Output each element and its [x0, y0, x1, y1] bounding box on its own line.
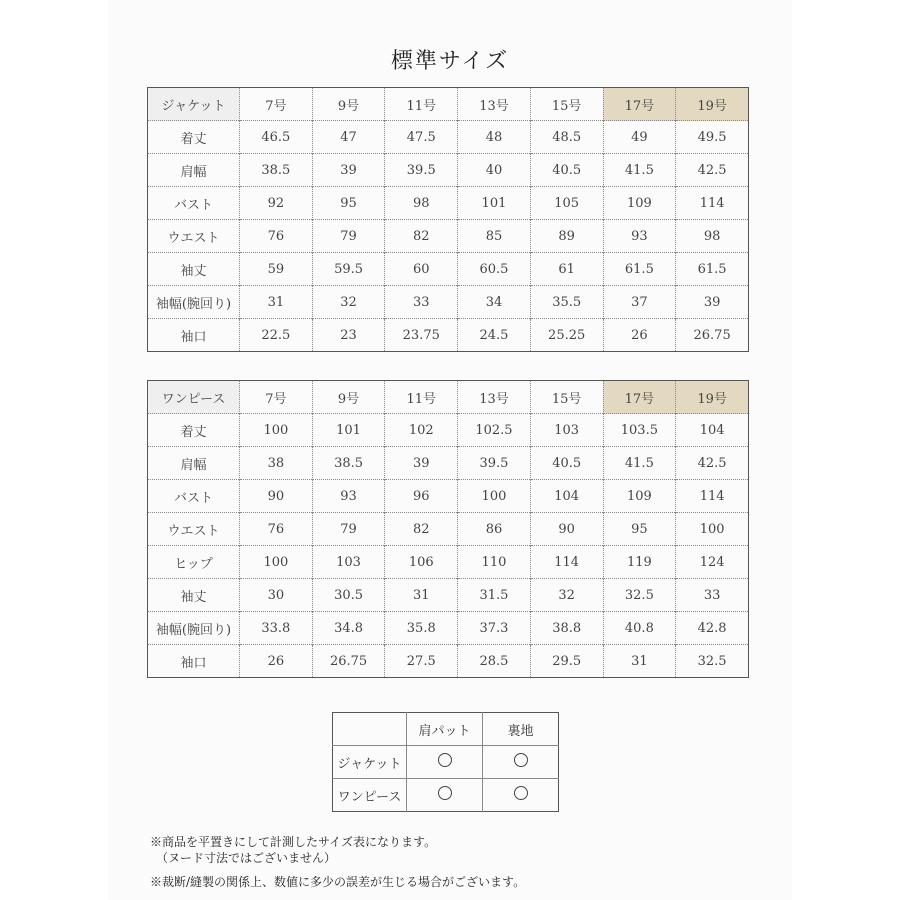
- table-cell: 124: [676, 546, 749, 579]
- option-header: 肩パット: [407, 713, 483, 746]
- table-cell: 26: [240, 645, 313, 678]
- options-table: [332, 712, 559, 812]
- table-cell: 39.5: [458, 447, 531, 480]
- row-label: ワンピース: [333, 779, 407, 812]
- table-cell: 41.5: [603, 447, 676, 480]
- size-header: 9号: [312, 88, 385, 121]
- table-cell: 32: [312, 286, 385, 319]
- table-cell: 31: [603, 645, 676, 678]
- size-header: 19号: [676, 88, 749, 121]
- table-row: [333, 779, 559, 812]
- table-cell: 90: [240, 480, 313, 513]
- table-row: [148, 447, 749, 480]
- table-cell: 28.5: [458, 645, 531, 678]
- table-label: ワンピース: [148, 381, 240, 414]
- table-row: [148, 612, 749, 645]
- table-cell: 31: [385, 579, 458, 612]
- row-label: バスト: [148, 480, 240, 513]
- table-cell: 103: [312, 546, 385, 579]
- table-cell: 100: [458, 480, 531, 513]
- table-cell: 37: [603, 286, 676, 319]
- table-cell: 104: [530, 480, 603, 513]
- row-label: 着丈: [148, 121, 240, 154]
- corner-cell: [333, 713, 407, 746]
- circle-icon: [514, 753, 528, 767]
- table-cell: 37.3: [458, 612, 531, 645]
- row-label: 袖丈: [148, 253, 240, 286]
- table-cell: 49: [603, 121, 676, 154]
- row-label: 袖口: [148, 645, 240, 678]
- table-cell: 61: [530, 253, 603, 286]
- table-cell: 103.5: [603, 414, 676, 447]
- table-cell: 61.5: [676, 253, 749, 286]
- table-cell: 42.5: [676, 154, 749, 187]
- table-cell: 26.75: [312, 645, 385, 678]
- table-cell: 34.8: [312, 612, 385, 645]
- header-row: [148, 88, 749, 121]
- table-cell: 23: [312, 319, 385, 352]
- row-label: バスト: [148, 187, 240, 220]
- table-cell: 89: [530, 220, 603, 253]
- row-label: 袖口: [148, 319, 240, 352]
- size-header: 7号: [240, 88, 313, 121]
- row-label: ウエスト: [148, 513, 240, 546]
- table-cell: 34: [458, 286, 531, 319]
- table-row: [148, 154, 749, 187]
- table-cell: 39.5: [385, 154, 458, 187]
- table-cell: 98: [676, 220, 749, 253]
- table-cell: 39: [676, 286, 749, 319]
- table-cell: 40.8: [603, 612, 676, 645]
- table-cell: 101: [458, 187, 531, 220]
- table-row: [148, 121, 749, 154]
- table-cell: 33.8: [240, 612, 313, 645]
- circle-icon: [438, 786, 452, 800]
- table-cell: 32: [530, 579, 603, 612]
- table-cell: 104: [676, 414, 749, 447]
- option-mark-cell: [407, 746, 483, 779]
- table-row: [333, 746, 559, 779]
- size-header: 15号: [530, 381, 603, 414]
- row-label: 袖丈: [148, 579, 240, 612]
- table-cell: 119: [603, 546, 676, 579]
- row-label: 着丈: [148, 414, 240, 447]
- table-cell: 38.5: [240, 154, 313, 187]
- table-cell: 60: [385, 253, 458, 286]
- row-label: ジャケット: [333, 746, 407, 779]
- table-cell: 102: [385, 414, 458, 447]
- table-cell: 90: [530, 513, 603, 546]
- table-cell: 93: [312, 480, 385, 513]
- table-cell: 102.5: [458, 414, 531, 447]
- table-cell: 114: [676, 187, 749, 220]
- table-cell: 109: [603, 187, 676, 220]
- table-cell: 40.5: [530, 447, 603, 480]
- row-label: ウエスト: [148, 220, 240, 253]
- option-header: 裏地: [483, 713, 559, 746]
- note-line: ※裁断/縫製の関係上、数値に多少の誤差が生じる場合がございます。: [150, 875, 526, 889]
- table-cell: 59: [240, 253, 313, 286]
- size-header: 13号: [458, 381, 531, 414]
- table-cell: 82: [385, 220, 458, 253]
- jacket-size-table: [147, 87, 749, 352]
- size-header: 7号: [240, 381, 313, 414]
- header-row: [333, 713, 559, 746]
- table-cell: 59.5: [312, 253, 385, 286]
- table-cell: 40.5: [530, 154, 603, 187]
- table-cell: 22.5: [240, 319, 313, 352]
- size-header: 13号: [458, 88, 531, 121]
- table-cell: 38.5: [312, 447, 385, 480]
- table-cell: 76: [240, 513, 313, 546]
- table-cell: 92: [240, 187, 313, 220]
- table-row: [148, 286, 749, 319]
- row-label: 袖幅(腕回り): [148, 286, 240, 319]
- table-cell: 85: [458, 220, 531, 253]
- table-cell: 98: [385, 187, 458, 220]
- size-header: 19号: [676, 381, 749, 414]
- header-row: [148, 381, 749, 414]
- table-cell: 100: [240, 546, 313, 579]
- table-cell: 95: [603, 513, 676, 546]
- table-cell: 61.5: [603, 253, 676, 286]
- table-cell: 109: [603, 480, 676, 513]
- table-cell: 93: [603, 220, 676, 253]
- circle-icon: [514, 786, 528, 800]
- note-line: ※商品を平置きにして計測したサイズ表になります。: [150, 835, 437, 849]
- table-cell: 100: [240, 414, 313, 447]
- table-cell: 35.5: [530, 286, 603, 319]
- table-cell: 40: [458, 154, 531, 187]
- table-cell: 42.5: [676, 447, 749, 480]
- table-cell: 76: [240, 220, 313, 253]
- circle-icon: [438, 753, 452, 767]
- table-row: [148, 253, 749, 286]
- size-header: 11号: [385, 381, 458, 414]
- table-cell: 26.75: [676, 319, 749, 352]
- table-cell: 35.8: [385, 612, 458, 645]
- table-row: [148, 546, 749, 579]
- table-row: [148, 187, 749, 220]
- table-cell: 60.5: [458, 253, 531, 286]
- table-row: [148, 480, 749, 513]
- table-cell: 46.5: [240, 121, 313, 154]
- table-cell: 26: [603, 319, 676, 352]
- table-cell: 32.5: [676, 645, 749, 678]
- table-row: [148, 579, 749, 612]
- table-cell: 38.8: [530, 612, 603, 645]
- table-cell: 103: [530, 414, 603, 447]
- table-cell: 33: [385, 286, 458, 319]
- table-cell: 100: [676, 513, 749, 546]
- table-cell: 30: [240, 579, 313, 612]
- table-cell: 48.5: [530, 121, 603, 154]
- table-row: [148, 319, 749, 352]
- row-label: 袖幅(腕回り): [148, 612, 240, 645]
- table-cell: 41.5: [603, 154, 676, 187]
- table-cell: 101: [312, 414, 385, 447]
- table-row: [148, 645, 749, 678]
- table-label: ジャケット: [148, 88, 240, 121]
- table-row: [148, 513, 749, 546]
- table-cell: 24.5: [458, 319, 531, 352]
- table-cell: 33: [676, 579, 749, 612]
- table-cell: 106: [385, 546, 458, 579]
- table-cell: 42.8: [676, 612, 749, 645]
- row-label: 肩幅: [148, 154, 240, 187]
- option-mark-cell: [483, 779, 559, 812]
- table-cell: 39: [385, 447, 458, 480]
- size-header: 15号: [530, 88, 603, 121]
- table-cell: 79: [312, 220, 385, 253]
- table-cell: 96: [385, 480, 458, 513]
- table-cell: 39: [312, 154, 385, 187]
- table-cell: 114: [676, 480, 749, 513]
- size-header: 17号: [603, 381, 676, 414]
- notes: [150, 834, 525, 890]
- table-cell: 30.5: [312, 579, 385, 612]
- table-cell: 27.5: [385, 645, 458, 678]
- table-cell: 29.5: [530, 645, 603, 678]
- table-cell: 79: [312, 513, 385, 546]
- table-cell: 23.75: [385, 319, 458, 352]
- table-cell: 82: [385, 513, 458, 546]
- table-cell: 48: [458, 121, 531, 154]
- table-cell: 38: [240, 447, 313, 480]
- table-cell: 105: [530, 187, 603, 220]
- note-line: （ヌード寸法ではございません）: [156, 851, 337, 865]
- row-label: 肩幅: [148, 447, 240, 480]
- onepiece-size-table: [147, 380, 749, 678]
- table-cell: 47.5: [385, 121, 458, 154]
- table-cell: 86: [458, 513, 531, 546]
- table-cell: 95: [312, 187, 385, 220]
- table-cell: 31.5: [458, 579, 531, 612]
- table-cell: 49.5: [676, 121, 749, 154]
- row-label: ヒップ: [148, 546, 240, 579]
- table-cell: 110: [458, 546, 531, 579]
- table-cell: 47: [312, 121, 385, 154]
- table-cell: 31: [240, 286, 313, 319]
- table-cell: 25.25: [530, 319, 603, 352]
- table-row: [148, 220, 749, 253]
- size-header: 9号: [312, 381, 385, 414]
- page-title: 標準サイズ: [390, 49, 510, 74]
- size-header: 17号: [603, 88, 676, 121]
- option-mark-cell: [483, 746, 559, 779]
- table-cell: 114: [530, 546, 603, 579]
- table-row: [148, 414, 749, 447]
- option-mark-cell: [407, 779, 483, 812]
- size-header: 11号: [385, 88, 458, 121]
- table-cell: 32.5: [603, 579, 676, 612]
